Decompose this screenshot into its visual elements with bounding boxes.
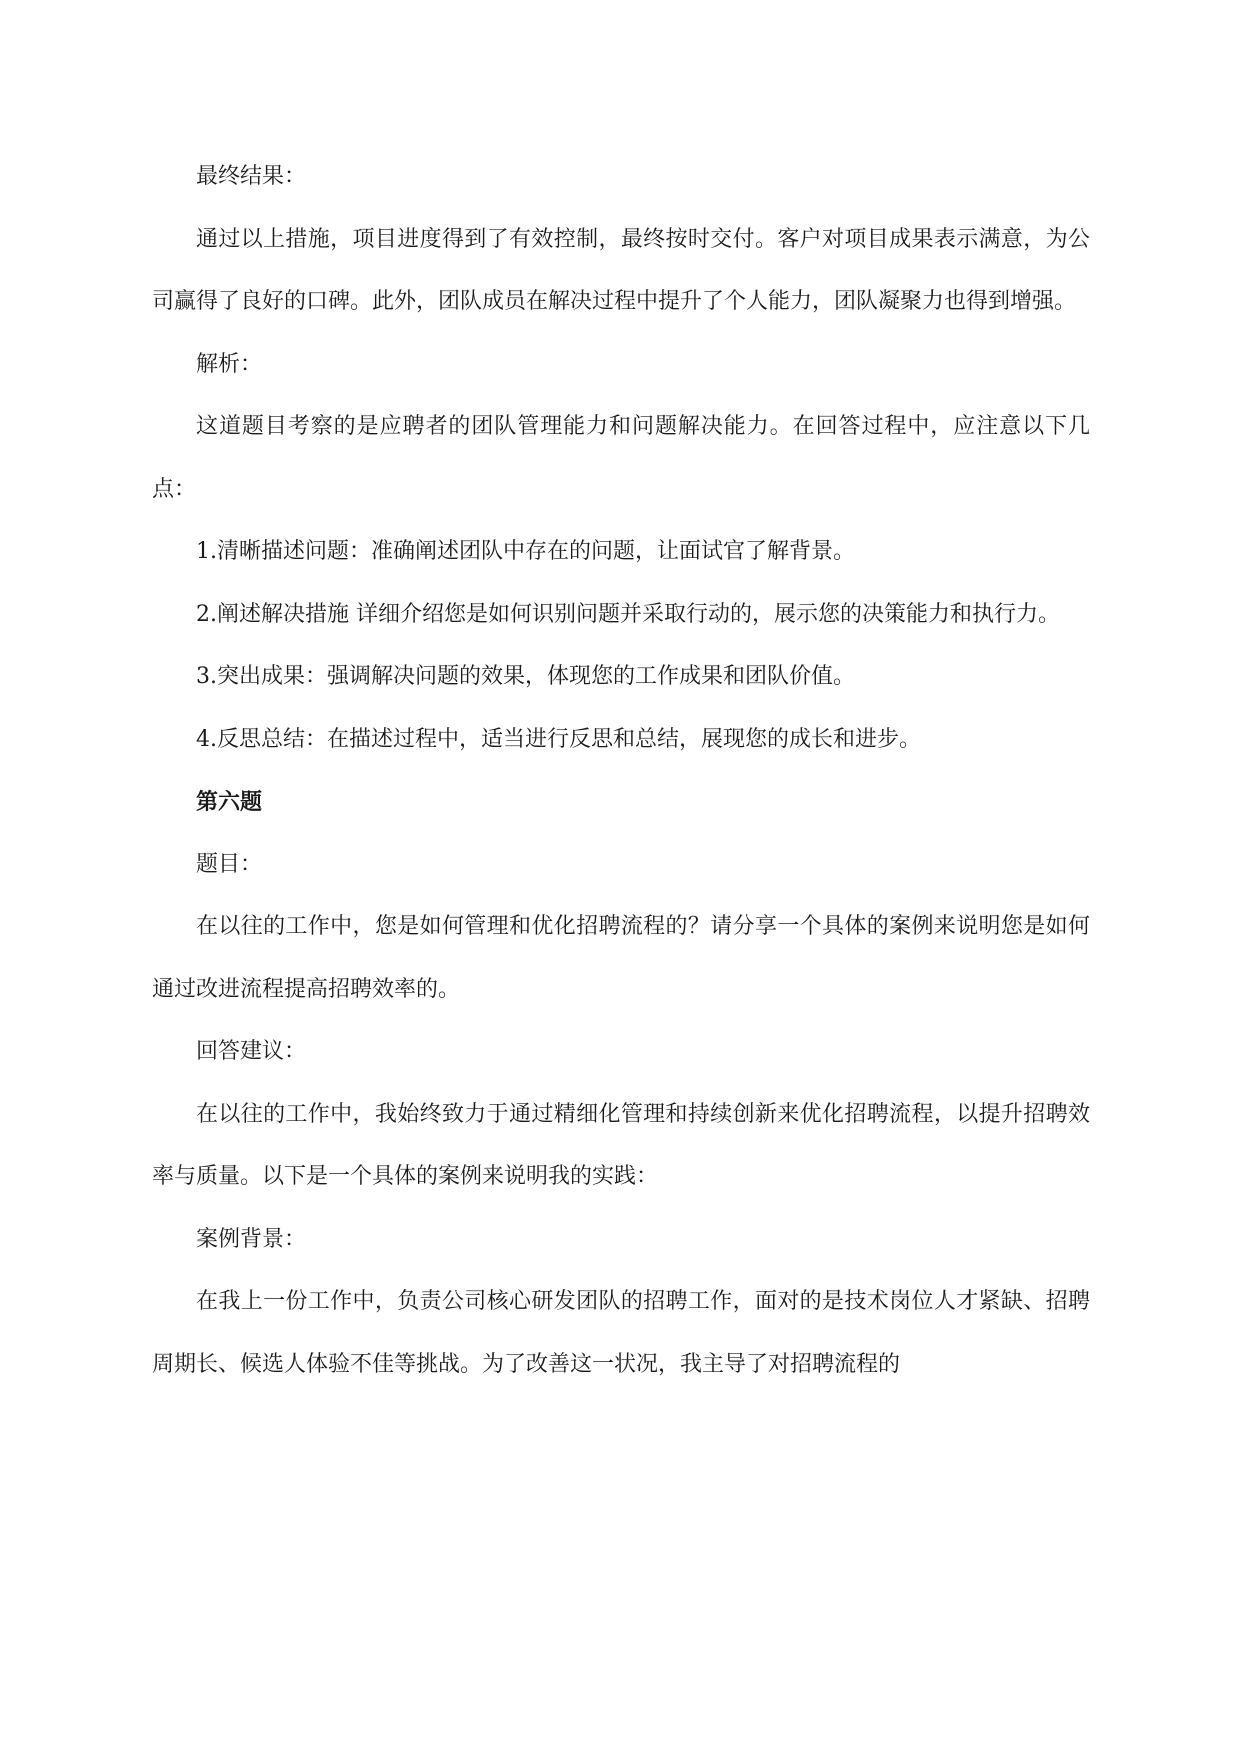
final-result-label: 最终结果： bbox=[196, 164, 307, 189]
analysis-point-3: 3.突出成果：强调解决问题的效果，体现您的工作成果和团队价值。 bbox=[196, 664, 855, 689]
document-body bbox=[152, 146, 1090, 1396]
answer-suggestion-label: 回答建议： bbox=[196, 1039, 307, 1064]
final-result-paragraph: 通过以上措施，项目进度得到了有效控制，最终按时交付。客户对项目成果表示满意，为公司赢得了良好的口碑。此外，团队成员在解决过程中提升了个人能力，团队凝聚力也得到增强。 bbox=[152, 226, 1090, 314]
case-background-label: 案例背景： bbox=[196, 1226, 307, 1252]
answer-suggestion-paragraph: 在以往的工作中，我始终致力于通过精细化管理和持续创新来优化招聘流程，以提升招聘效率与质量。以下是一个具体的案例来说明我的实践： bbox=[152, 1101, 1090, 1189]
question-paragraph: 在以往的工作中，您是如何管理和优化招聘流程的？请分享一个具体的案例来说明您是如何通过改进流程提高招聘效率的。 bbox=[152, 914, 1090, 1002]
analysis-point-1: 1.清晰描述问题：准确阐述团队中存在的问题，让面试官了解背景。 bbox=[196, 539, 855, 564]
question-6-heading: 第六题 bbox=[196, 789, 263, 815]
analysis-paragraph: 这道题目考察的是应聘者的团队管理能力和问题解决能力。在回答过程中，应注意以下几点： bbox=[152, 414, 1090, 502]
analysis-point-4: 4.反思总结：在描述过程中，适当进行反思和总结，展现您的成长和进步。 bbox=[196, 726, 921, 752]
question-label: 题目： bbox=[196, 851, 263, 877]
analysis-label: 解析： bbox=[196, 351, 263, 377]
case-background-paragraph: 在我上一份工作中，负责公司核心研发团队的招聘工作，面对的是技术岗位人才紧缺、招聘周期长、候选人体验不佳等挑战。为了改善这一状况，我主导了对招聘流程的 bbox=[152, 1289, 1090, 1377]
analysis-point-2: 2.阐述解决措施 详细介绍您是如何识别问题并采取行动的，展示您的决策能力和执行力。 bbox=[196, 601, 1060, 627]
